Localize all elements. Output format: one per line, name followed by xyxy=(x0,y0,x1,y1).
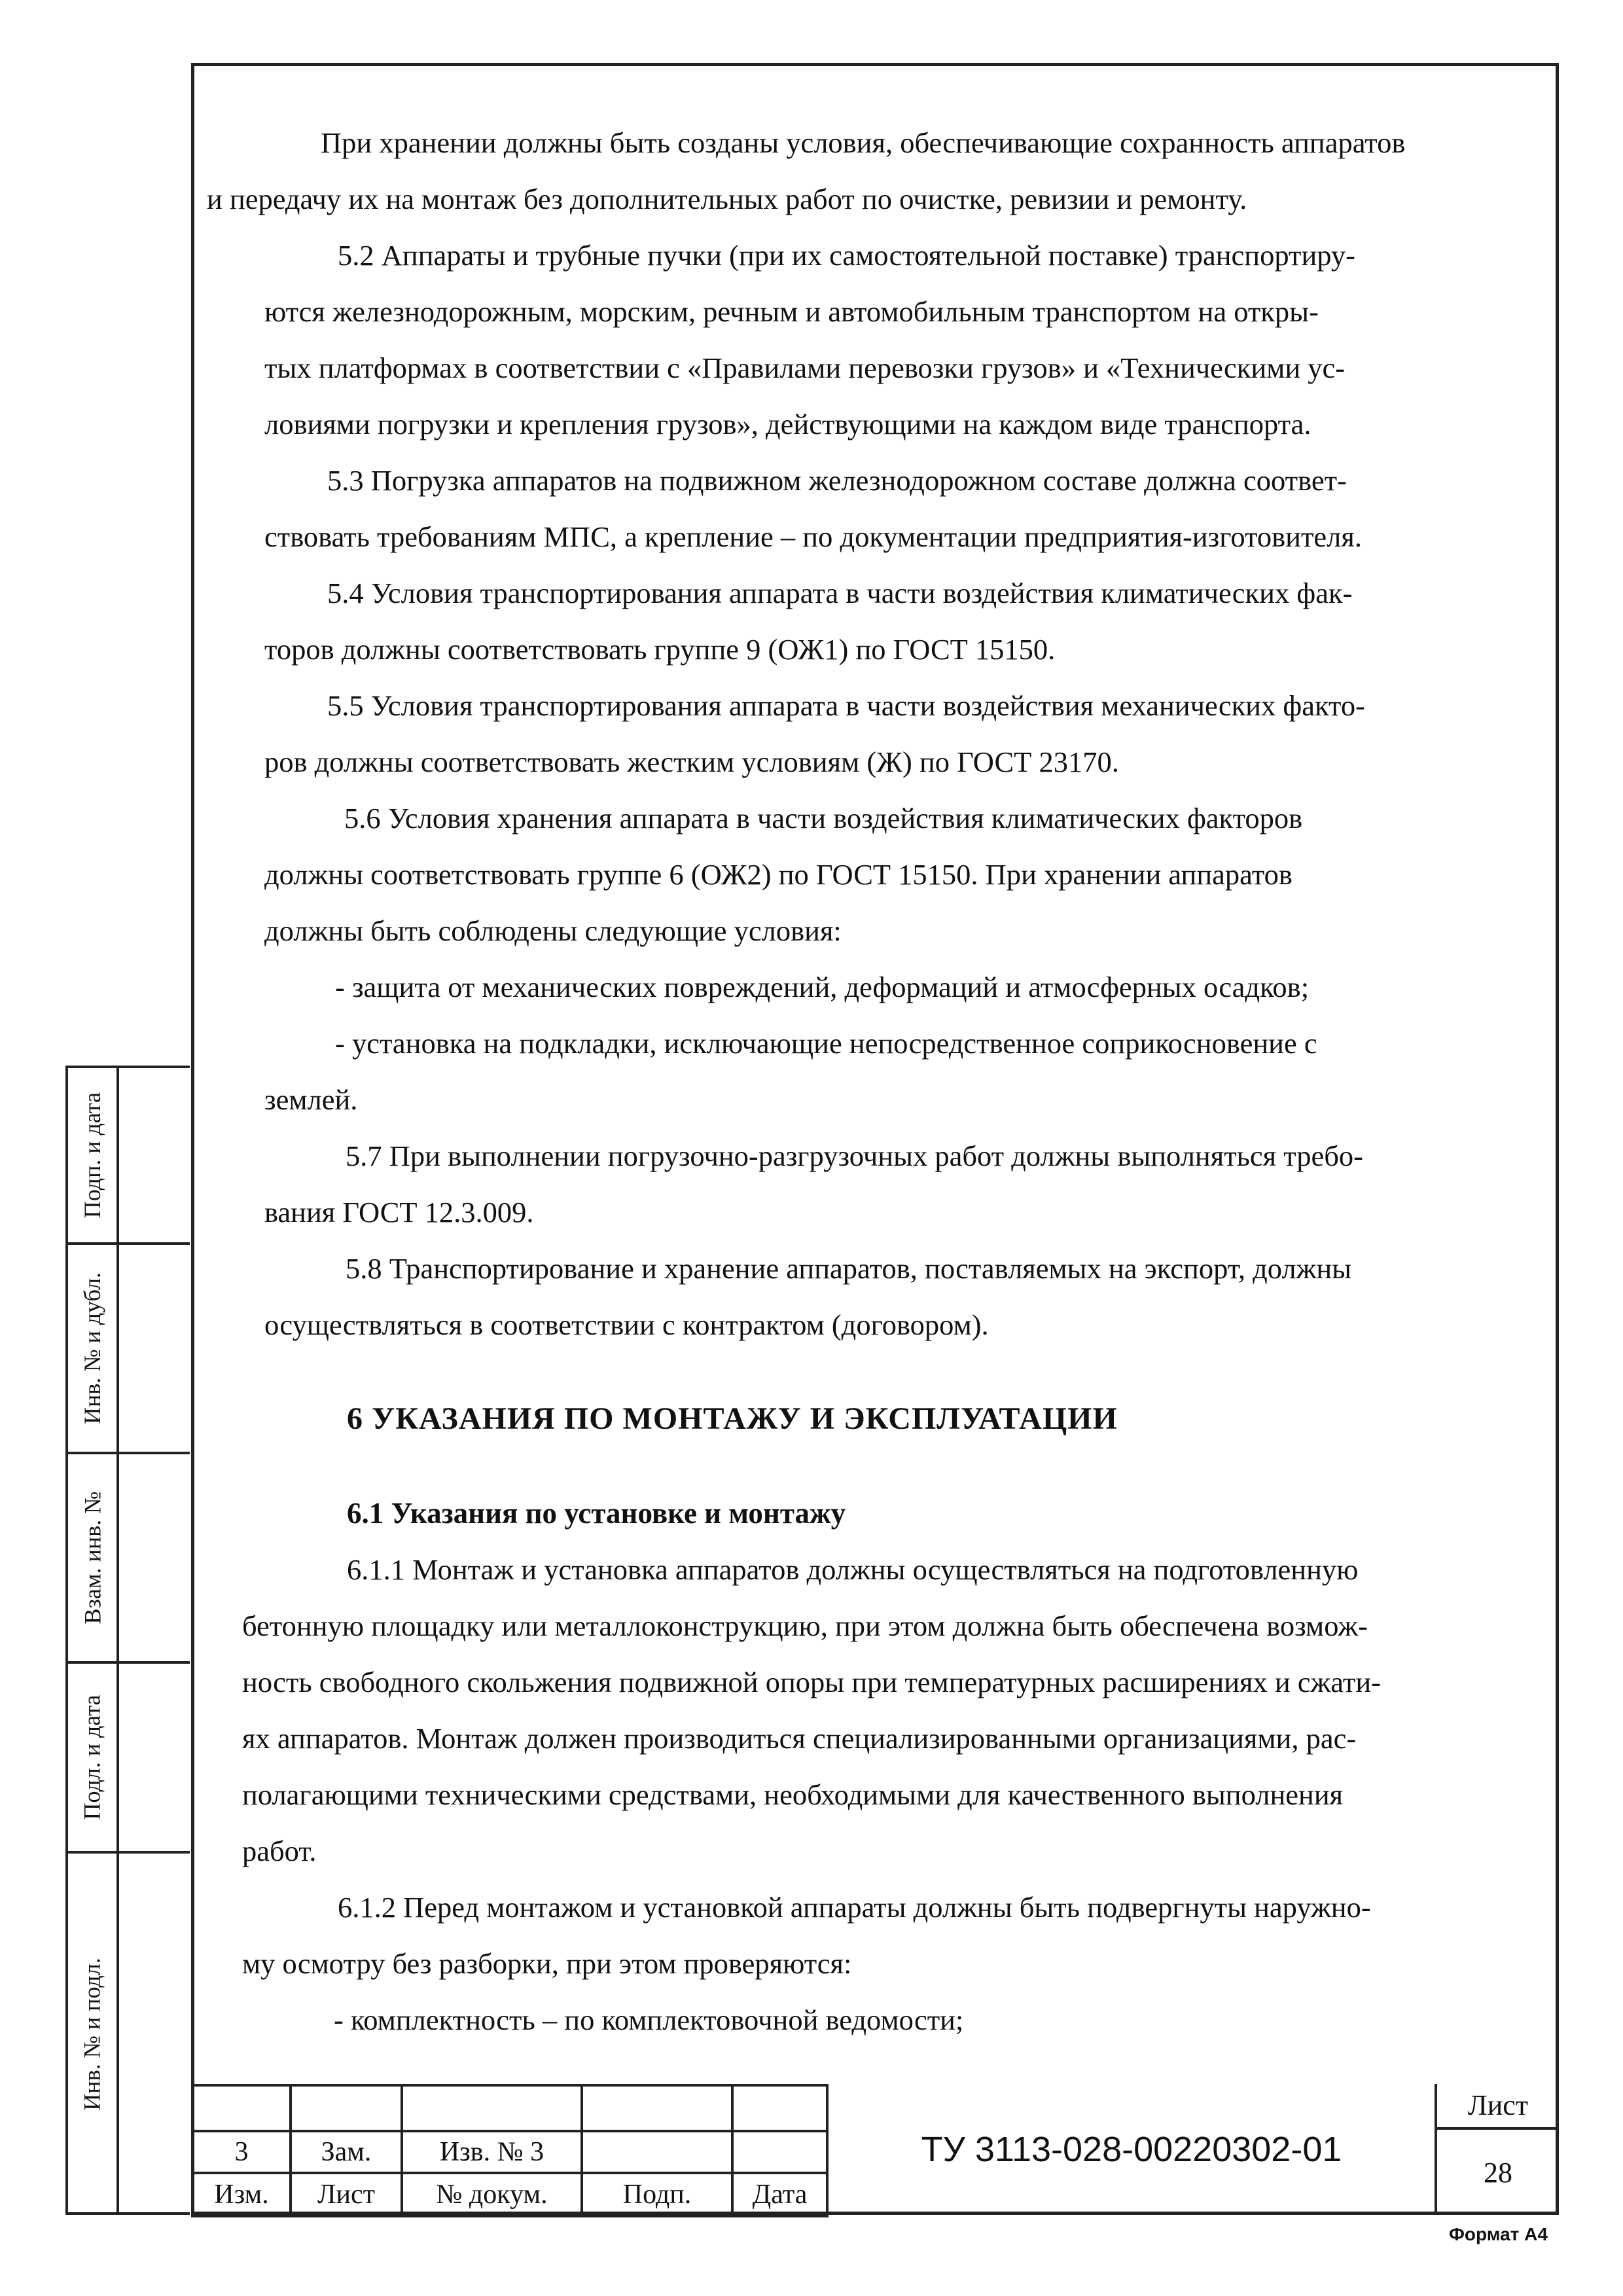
text-line: 5.6 Условия хранения аппарата в части воздействия климатических факторов xyxy=(344,802,1303,834)
side-cell-4 xyxy=(68,1664,190,1854)
text-line: осуществляться в соответствии с контрактом (договором). xyxy=(264,1308,989,1341)
sheet-label: Лист xyxy=(1437,2084,1559,2130)
side-label: Инв. № и дубл. xyxy=(79,1272,106,1425)
text-line: вания ГОСТ 12.3.009. xyxy=(264,1196,534,1229)
sheet-box xyxy=(1435,2084,1559,2215)
header-sheet: Лист xyxy=(291,2173,402,2216)
rev-cell xyxy=(291,2085,402,2131)
side-label: Инв. № и подл. xyxy=(79,1958,106,2111)
rev-cell xyxy=(582,2085,732,2131)
header-doc: № докум. xyxy=(402,2173,582,2216)
side-cell-2 xyxy=(68,1245,190,1454)
document-number: ТУ 3113-028-00220302-01 xyxy=(826,2084,1435,2215)
rev-cell xyxy=(402,2085,582,2131)
side-label: Подп. и дата xyxy=(79,1092,106,1219)
text-line: ров должны соответствовать жестким условиям (Ж) по ГОСТ 23170. xyxy=(264,745,1119,778)
text-line: ность свободного скольжения подвижной опоры при температурных расширениях и сжати- xyxy=(242,1666,1381,1698)
text-line: ях аппаратов. Монтаж должен производиться специализированными организациями, рас- xyxy=(242,1722,1357,1755)
text-line: землей. xyxy=(264,1083,358,1116)
rev-sheet: Зам. xyxy=(291,2131,402,2173)
header-date: Дата xyxy=(732,2173,827,2216)
text-line: работ. xyxy=(242,1835,317,1867)
rev-change-number: 3 xyxy=(192,2131,291,2173)
text-line: ствовать требованиям МПС, а крепление – по документации предприятия-изготовителя. xyxy=(264,520,1362,553)
side-label: Подл. и дата xyxy=(79,1695,105,1820)
header-signature: Подп. xyxy=(582,2173,732,2216)
side-stamp xyxy=(65,1066,190,2215)
rev-doc-number: Изв. № 3 xyxy=(402,2131,582,2173)
rev-cell xyxy=(192,2085,291,2131)
title-block xyxy=(191,2084,1559,2215)
text-line: 5.5 Условия транспортирования аппарата в части воздействия механических факто- xyxy=(327,689,1365,722)
text-line: При хранении должны быть созданы условия, обеспечивающие сохранность аппаратов xyxy=(321,126,1406,159)
subsection-heading: 6.1 Указания по установке и монтажу xyxy=(347,1497,846,1530)
text-line: и передачу их на монтаж без дополнительных работ по очистке, ревизии и ремонту. xyxy=(207,183,1247,215)
text-line: 6.1.1 Монтаж и установка аппаратов должны осуществляться на подготовленную xyxy=(347,1553,1359,1586)
side-label: Взам. инв. № xyxy=(79,1491,105,1624)
text-line: - установка на подкладки, исключающие непосредственное соприкосновение с xyxy=(335,1027,1317,1060)
sheet-number: 28 xyxy=(1484,2156,1512,2189)
text-line: тых платформах в соответствии с «Правилами перевозки грузов» и «Техническими ус- xyxy=(264,351,1346,384)
rev-signature xyxy=(582,2131,732,2173)
text-line: 5.4 Условия транспортирования аппарата в части воздействия климатических фак- xyxy=(327,577,1353,609)
text-line: 5.2 Аппараты и трубные пучки (при их самостоятельной поставке) транспортиру- xyxy=(338,239,1356,272)
format-label: Формат А4 xyxy=(1449,2224,1548,2244)
text-line: 5.7 При выполнении погрузочно-разгрузочных работ должны выполняться требо- xyxy=(346,1139,1363,1172)
text-line: - защита от механических повреждений, деформаций и атмосферных осадков; xyxy=(335,971,1310,1003)
text-line: ются железнодорожным, морским, речным и автомобильным транспортом на откры- xyxy=(264,295,1319,328)
text-line: торов должны соответствовать группе 9 (ОЖ1) по ГОСТ 15150. xyxy=(264,633,1056,666)
section-heading: 6 УКАЗАНИЯ ПО МОНТАЖУ И ЭКСПЛУАТАЦИИ xyxy=(347,1401,1118,1436)
text-line: бетонную площадку или металлоконструкцию, при этом должна быть обеспечена возмож- xyxy=(242,1609,1368,1642)
text-line: ловиями погрузки и крепления грузов», действующими на каждом виде транспорта. xyxy=(264,408,1311,440)
text-line: должны соответствовать группе 6 (ОЖ2) по ГОСТ 15150. При хранении аппаратов xyxy=(264,858,1293,891)
side-cell-5 xyxy=(68,1854,190,2215)
side-cell-1 xyxy=(68,1068,190,1245)
side-cell-3 xyxy=(68,1454,190,1664)
text-line: - комплектность – по комплектовочной ведомости; xyxy=(334,2003,964,2036)
rev-cell xyxy=(732,2085,827,2131)
rev-date xyxy=(732,2131,827,2173)
text-line: 6.1.2 Перед монтажом и установкой аппараты должны быть подвергнуты наружно- xyxy=(338,1891,1371,1924)
header-change: Изм. xyxy=(192,2173,291,2216)
revision-table xyxy=(191,2084,829,2217)
text-line: полагающими техническими средствами, необходимыми для качественного выполнения xyxy=(242,1778,1344,1811)
text-line: должны быть соблюдены следующие условия: xyxy=(264,914,842,947)
text-line: 5.3 Погрузка аппаратов на подвижном железнодорожном составе должна соответ- xyxy=(327,464,1347,497)
text-line: му осмотру без разборки, при этом проверяются: xyxy=(242,1947,852,1980)
text-line: 5.8 Транспортирование и хранение аппаратов, поставляемых на экспорт, должны xyxy=(346,1252,1352,1285)
